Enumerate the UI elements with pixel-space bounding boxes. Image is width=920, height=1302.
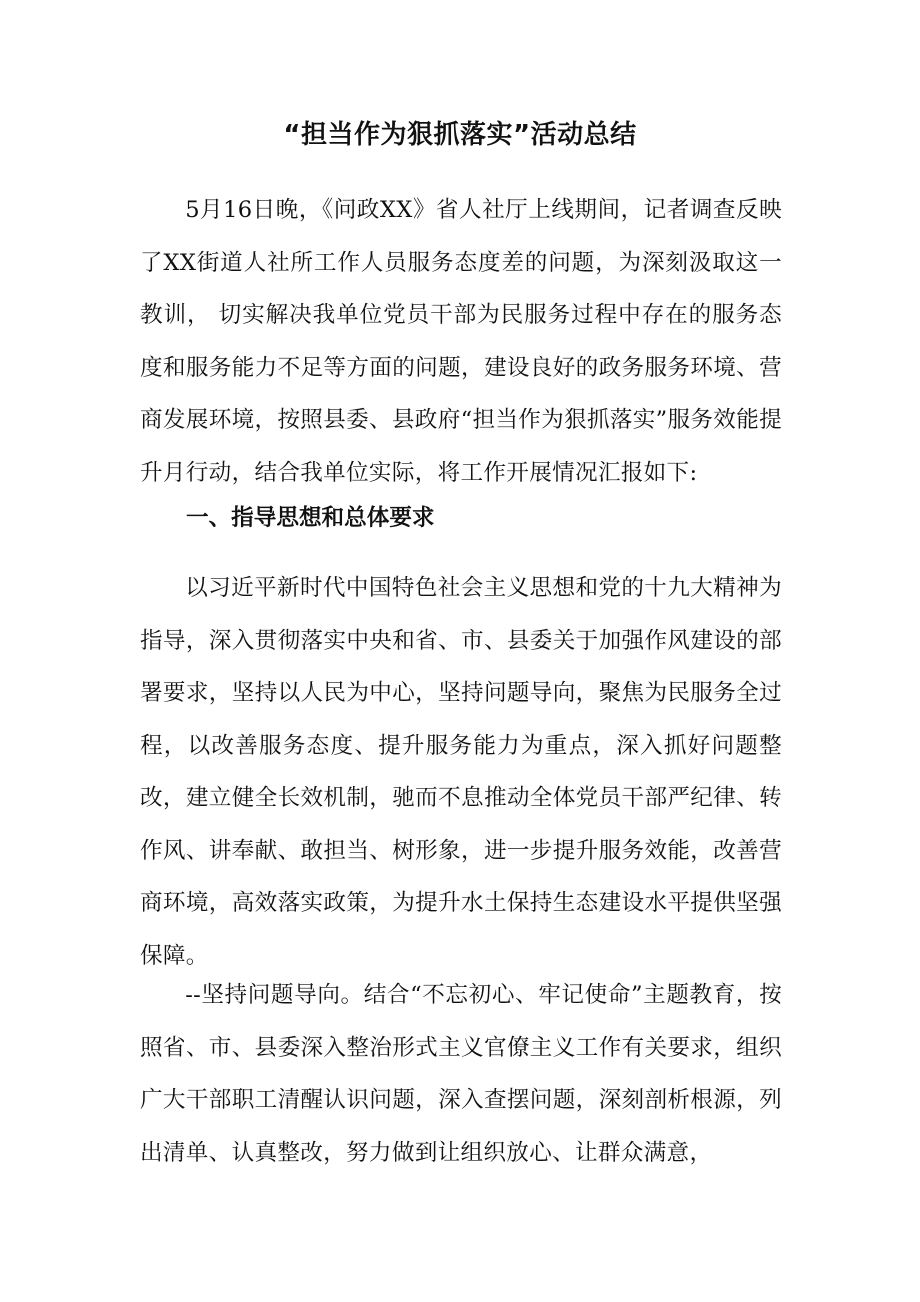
section-point-paragraph: --坚持问题导向。结合“不忘初心、牢记使命”主题教育，按照省、市、县委深入整治形式主义官僚主义工作有关要求，组织广大干部职工清醒认识问题，深入查摆问题，深刻剖析根源，列出清单、认真整改，努力做到让组织放心、让群众满意，	[140, 982, 782, 1166]
intro-paragraph: 5月16日晚，《问政XX》省人社厅上线期间，记者调查反映了XX街道人社所工作人员服务态度差的问题，为深刻汲取这一教训， 切实解决我单位党员干部为民服务过程中存在的服务态度和服务能力不足等方面的问题，建设良好的政务服务环境、营商发展环境，按照县委、县政府“担当作为狠抓落实”服务效能提升月行动，结合我单位实际，将工作开展情况汇报如下:	[140, 197, 782, 486]
section-body-paragraph: 以习近平新时代中国特色社会主义思想和党的十九大精神为指导，深入贯彻落实中央和省、市、县委关于加强作风建设的部署要求，坚持以人民为中心，坚持问题导向，聚焦为民服务全过程，以改善服务态度、提升服务能力为重点，深入抓好问题整改，建立健全长效机制，驰而不息推动全体党员干部严纪律、转作风、讲奉献、敢担当、树形象，进一步提升服务效能，改善营商环境，高效落实政策，为提升水土保持生态建设水平提供坚强保障。	[140, 575, 782, 969]
section-heading: 一、指导思想和总体要求	[186, 505, 435, 531]
document-title: “担当作为狠抓落实”活动总结	[283, 120, 637, 150]
